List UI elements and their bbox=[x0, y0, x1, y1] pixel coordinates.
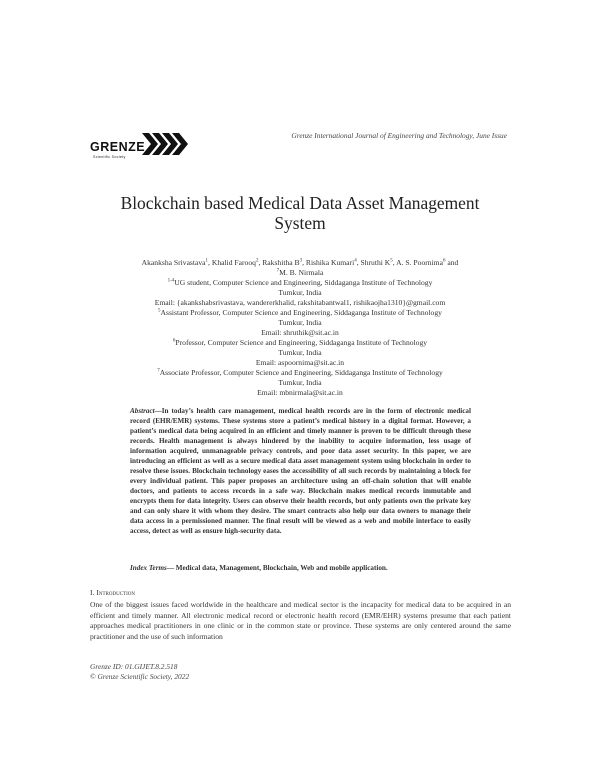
author-name: A. S. Poornima bbox=[396, 258, 443, 267]
section-title: Introduction bbox=[96, 588, 135, 597]
affiliation-line: Tumkur, India bbox=[278, 348, 322, 357]
author-names: Akanksha Srivastava$^1$, Khalid Farooq$^2$, Rakshitha $B^3$, Rishika Kumari$^4$, Shruthi $K^5$, A. S. Poornima$^6$ and $^7$M. B. Nirmala bbox=[141, 258, 459, 277]
author-sup: 1 bbox=[205, 258, 209, 264]
author-name: Rishika Kumari bbox=[305, 258, 355, 267]
grenze-id: Grenze ID: 01.GIJET.8.2.518 bbox=[90, 662, 178, 671]
page-footer bbox=[90, 662, 189, 682]
author-name: Shruthi K bbox=[360, 258, 391, 267]
abstract-text: —In today’s health care management, medical health records are in the form of electronic medical record (EHR/EMR) systems. These systems store a patient’s medical history in a digital format. However, a patient’s medical data being acquired in an efficient and timely manner is proven to be difficult through these records. Health management is always hindered by the inability to acquire information, less usage of information acquired, unmanageable privacy controls, and poor data asset security. In this paper, we are introducing an efficient as well as a secure medical data asset management system using blockchain in order to resolve these issues. Blockchain technology eases the accessibility of all such records by maintaining a block for every individual patient. This paper proposes an architecture using an off-chain solution that will enable doctors, and patients to access records in a safe way. Blockchain makes medical records immutable and encrypts them for data integrity. Users can observe their health records, but only patients own the private key and can only share it with whom they desire. The smart contracts also help our data owners to manage their data access in a permissioned manner. The final result will be viewed as a web and mobile interface to easily access, detect as well as ensure high-security data. bbox=[130, 407, 471, 535]
affiliation-line: $^{1-4}$UG student, Computer Science and Engineering, Siddaganga Institute of Technology bbox=[167, 278, 433, 287]
author-sup: 7 bbox=[276, 268, 280, 274]
affiliation-line: Tumkur, India bbox=[278, 378, 322, 387]
affiliation-sup: 6 bbox=[172, 338, 176, 344]
affiliation-line: $^5$Assistant Professor, Computer Science and Engineering, Siddaganga Institute of Technology bbox=[158, 308, 442, 317]
author-block bbox=[60, 258, 540, 398]
affiliation-sup: 1-4 bbox=[167, 278, 175, 284]
paper-title bbox=[60, 193, 540, 233]
affiliation-email: Email: {akankshabsrivastava, wandererkhalid, rakshitabantwal1, rishikaojha1310}@gmail.com bbox=[154, 298, 446, 307]
section-number: I. bbox=[90, 588, 97, 597]
affiliation-email: Email: aspoornima@sit.ac.in bbox=[255, 358, 345, 367]
author-sup: 2 bbox=[255, 258, 259, 264]
section-heading bbox=[90, 588, 135, 597]
author-name: Akanksha Srivastava bbox=[141, 258, 206, 267]
abstract-label: Abstract bbox=[130, 407, 155, 415]
author-name: Khalid Farooq bbox=[211, 258, 256, 267]
affiliation-sup: 7 bbox=[157, 368, 160, 374]
affiliation-email: Email: shruthik@sit.ac.in bbox=[261, 328, 339, 337]
author-name: Rakshitha B bbox=[262, 258, 300, 267]
logo-word: GRENZE bbox=[90, 140, 146, 154]
affiliation-email: Email: mbnirmala@sit.ac.in bbox=[257, 388, 343, 397]
index-terms-text: — Medical data, Management, Blockchain, Web and mobile application. bbox=[166, 564, 388, 572]
index-terms bbox=[130, 563, 471, 573]
author-sup: 6 bbox=[442, 258, 446, 264]
author-sup: 3 bbox=[299, 258, 303, 264]
arrow-chevrons-icon bbox=[142, 131, 188, 157]
affiliation-sup: 5 bbox=[158, 308, 161, 314]
copyright: © Grenze Scientific Society, 2022 bbox=[90, 672, 190, 681]
logo-subtitle: Scientific Society bbox=[93, 155, 126, 159]
intro-paragraph: One of the biggest issues faced worldwide in the healthcare and medical sector is the incapacity for medical data to be acquired in an efficient and timely manner. All electronic medical record or electronic health record (EMR/EHR) systems presume that each patient approaches medical practitioners in one clinic or in the common state or province. These systems are only centered around the same practitioner and the use of such information bbox=[90, 600, 511, 641]
author-name: M. B. Nirmala bbox=[279, 268, 324, 277]
affiliation-line: Tumkur, India bbox=[278, 288, 322, 297]
title-line-2: System bbox=[274, 213, 326, 233]
author-sup: 5 bbox=[390, 258, 393, 264]
title-line-1: Blockchain based Medical Data Asset Management bbox=[120, 193, 480, 213]
affiliation-line: Tumkur, India bbox=[278, 318, 322, 327]
abstract bbox=[130, 406, 471, 536]
journal-header: Grenze International Journal of Engineering and Technology, June Issue bbox=[291, 131, 507, 140]
index-terms-label: Index Terms bbox=[130, 564, 167, 572]
affiliation-line: $^7$Associate Professor, Computer Science and Engineering, Siddaganga Institute of Technology bbox=[157, 368, 443, 377]
author-sup: 4 bbox=[354, 258, 357, 264]
affiliation-line: $^6$Professor, Computer Science and Engineering, Siddaganga Institute of Technology bbox=[172, 338, 428, 347]
